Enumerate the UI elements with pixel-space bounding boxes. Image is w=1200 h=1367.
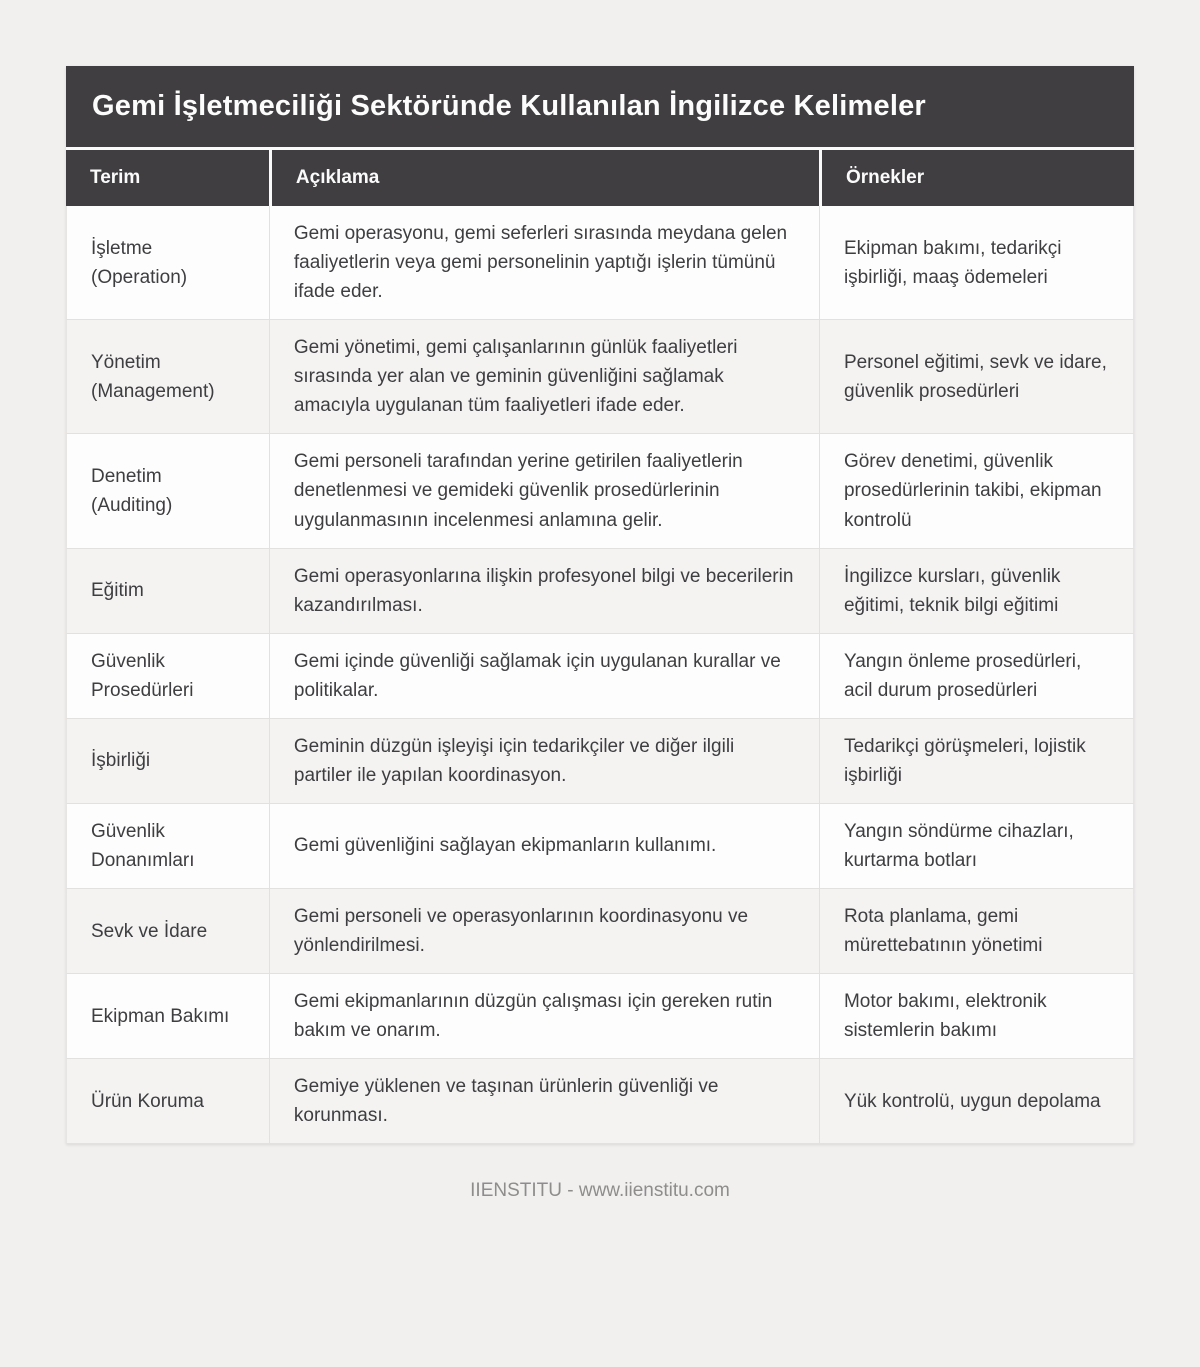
examples-cell: Yük kontrolü, uygun depolama bbox=[819, 1059, 1134, 1144]
term-cell: Sevk ve İdare bbox=[66, 889, 269, 974]
table-row bbox=[66, 804, 1134, 889]
column-header-terim: Terim bbox=[66, 150, 269, 206]
table-row bbox=[66, 320, 1134, 434]
term-cell: Eğitim bbox=[66, 549, 269, 634]
description-cell: Gemi personeli tarafından yerine getirilen faaliyetlerin denetlenmesi ve gemideki güvenlik prosedürlerinin uygulanmasının incelenmesi anlamına gelir. bbox=[269, 434, 819, 548]
description-cell: Gemiye yüklenen ve taşınan ürünlerin güvenliği ve korunması. bbox=[269, 1059, 819, 1144]
term-cell: Güvenlik Donanımları bbox=[66, 804, 269, 889]
description-cell: Gemi operasyonu, gemi seferleri sırasında meydana gelen faaliyetlerin veya gemi personelinin yaptığı işlerin tümünü ifade eder. bbox=[269, 206, 819, 320]
term-cell: Güvenlik Prosedürleri bbox=[66, 634, 269, 719]
description-cell: Gemi operasyonlarına ilişkin profesyonel bilgi ve becerilerin kazandırılması. bbox=[269, 549, 819, 634]
column-header-ornekler: Örnekler bbox=[819, 150, 1134, 206]
description-cell: Gemi yönetimi, gemi çalışanlarının günlük faaliyetleri sırasında yer alan ve geminin güvenliğini sağlamak amacıyla uygulanan tüm faaliyetleri ifade eder. bbox=[269, 320, 819, 434]
term-cell: Denetim (Auditing) bbox=[66, 434, 269, 548]
column-header-aciklama: Açıklama bbox=[269, 150, 819, 206]
table-header-row bbox=[66, 150, 1134, 206]
examples-cell: Motor bakımı, elektronik sistemlerin bakımı bbox=[819, 974, 1134, 1059]
examples-cell: Görev denetimi, güvenlik prosedürlerinin takibi, ekipman kontrolü bbox=[819, 434, 1134, 548]
table-body bbox=[66, 206, 1134, 1144]
description-cell: Gemi içinde güvenliği sağlamak için uygulanan kurallar ve politikalar. bbox=[269, 634, 819, 719]
page-title: Gemi İşletmeciliği Sektöründe Kullanılan İngilizce Kelimeler bbox=[66, 66, 1134, 147]
table-row bbox=[66, 434, 1134, 548]
table-row bbox=[66, 889, 1134, 974]
table-row bbox=[66, 1059, 1134, 1144]
table-row bbox=[66, 549, 1134, 634]
examples-cell: Rota planlama, gemi mürettebatının yönetimi bbox=[819, 889, 1134, 974]
description-cell: Gemi personeli ve operasyonlarının koordinasyonu ve yönlendirilmesi. bbox=[269, 889, 819, 974]
description-cell: Geminin düzgün işleyişi için tedarikçiler ve diğer ilgili partiler ile yapılan koordinasyon. bbox=[269, 719, 819, 804]
vocabulary-table bbox=[66, 150, 1134, 1144]
term-cell: Yönetim (Management) bbox=[66, 320, 269, 434]
description-cell: Gemi ekipmanlarının düzgün çalışması için gereken rutin bakım ve onarım. bbox=[269, 974, 819, 1059]
examples-cell: Tedarikçi görüşmeleri, lojistik işbirliği bbox=[819, 719, 1134, 804]
examples-cell: Ekipman bakımı, tedarikçi işbirliği, maaş ödemeleri bbox=[819, 206, 1134, 320]
table-row bbox=[66, 719, 1134, 804]
examples-cell: Yangın söndürme cihazları, kurtarma botları bbox=[819, 804, 1134, 889]
table-row bbox=[66, 634, 1134, 719]
term-cell: Ürün Koruma bbox=[66, 1059, 269, 1144]
table-row bbox=[66, 974, 1134, 1059]
vocabulary-card bbox=[66, 66, 1134, 1144]
examples-cell: Yangın önleme prosedürleri, acil durum prosedürleri bbox=[819, 634, 1134, 719]
description-cell: Gemi güvenliğini sağlayan ekipmanların kullanımı. bbox=[269, 804, 819, 889]
term-cell: Ekipman Bakımı bbox=[66, 974, 269, 1059]
examples-cell: Personel eğitimi, sevk ve idare, güvenlik prosedürleri bbox=[819, 320, 1134, 434]
examples-cell: İngilizce kursları, güvenlik eğitimi, teknik bilgi eğitimi bbox=[819, 549, 1134, 634]
table-row bbox=[66, 206, 1134, 320]
term-cell: İşletme (Operation) bbox=[66, 206, 269, 320]
term-cell: İşbirliği bbox=[66, 719, 269, 804]
footer-credit: IIENSTITU - www.iienstitu.com bbox=[470, 1180, 730, 1202]
